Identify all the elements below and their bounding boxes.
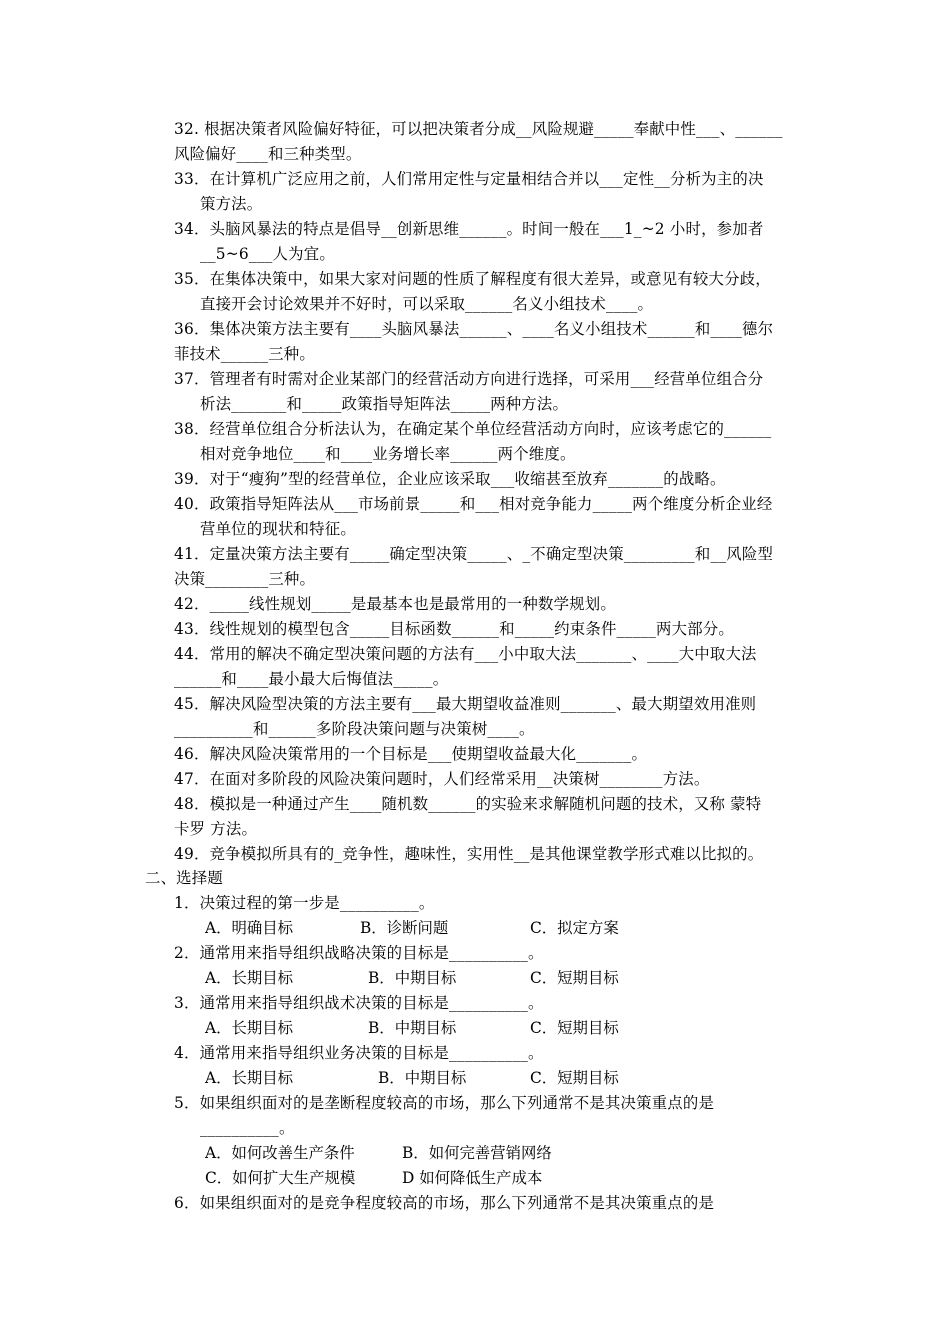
q47-line: 47．在面对多阶段的风险决策问题时，人们经常采用__决策树________方法。 [174,770,710,788]
q48-line1: 48．模拟是一种通过产生____随机数______的实验来求解随机问题的技术，又称 蒙特 [174,795,762,813]
q32-line2: 风险偏好____和三种类型。 [174,145,362,163]
choice-q1-option-a: A．明确目标 [205,919,294,937]
q34-line2: __5~6___人为宜。 [200,245,335,263]
q40-line2: 营单位的现状和特征。 [200,520,356,538]
choice-q4-option-b: B．中期目标 [378,1069,467,1087]
q37-line1: 37．管理者有时需对企业某部门的经营活动方向进行选择，可采用___经营单位组合分 [174,370,764,388]
q34-line1: 34．头脑风暴法的特点是倡导__创新思维______。时间一般在___1_~2 小时，参加者 [174,220,764,238]
choice-q4-option-c: C．短期目标 [530,1069,619,1087]
q41-line2: 决策________三种。 [174,570,316,588]
q49-line: 49．竞争模拟所具有的_竞争性，趣味性，实用性__是其他课堂教学形式难以比拟的。 [174,845,764,863]
choice-q1: 1．决策过程的第一步是__________。 [174,894,435,912]
q45-line2: __________和______多阶段决策问题与决策树____。 [174,720,535,738]
choice-q5-option-d: D 如何降低生产成本 [402,1169,543,1187]
q46-line: 46．解决风险决策常用的一个目标是___使期望收益最大化_______。 [174,745,648,763]
q44-line1: 44．常用的解决不确定型决策问题的方法有___小中取大法_______、____大中取大法 [174,645,757,663]
q48-line2: 卡罗 方法。 [174,820,258,838]
choice-q5-option-a: A．如何改善生产条件 [205,1144,355,1162]
q41-line1: 41．定量决策方法主要有_____确定型决策_____、_不确定型决策_________和__风险型 [174,545,774,563]
q40-line1: 40．政策指导矩阵法从___市场前景_____和___相对竞争能力_____两个维度分析企业经 [174,495,773,513]
q32-line1: 32. 根据决策者风险偏好特征，可以把决策者分成__风险规避_____奉献中性___、______ [174,120,783,138]
q35-line2: 直接开会讨论效果并不好时，可以采取______名义小组技术____。 [200,295,654,313]
choice-q2-option-b: B．中期目标 [368,969,457,987]
choice-q2-option-a: A．长期目标 [205,969,294,987]
choice-q5: 5．如果组织面对的是垄断程度较高的市场，那么下列通常不是其决策重点的是 [174,1094,715,1112]
choice-q5-option-b: B．如何完善营销网络 [402,1144,552,1162]
choice-q1-option-b: B．诊断问题 [360,919,449,937]
choice-q4: 4．通常用来指导组织业务决策的目标是__________。 [174,1044,544,1062]
choice-q3-option-a: A．长期目标 [205,1019,294,1037]
q38-line2: 相对竞争地位____和____业务增长率______两个维度。 [200,445,576,463]
q38-line1: 38．经营单位组合分析法认为，在确定某个单位经营活动方向时，应该考虑它的______ [174,420,772,438]
q45-line1: 45．解决风险型决策的方法主要有___最大期望收益准则_______、最大期望效用准则 [174,695,757,713]
choice-q6: 6．如果组织面对的是竞争程度较高的市场，那么下列通常不是其决策重点的是 [174,1194,715,1212]
section-title: 二、选择题 [145,869,223,887]
q39-line: 39．对于“瘦狗”型的经营单位，企业应该采取___收缩甚至放弃_______的战略。 [174,470,726,488]
choice-q2: 2．通常用来指导组织战略决策的目标是__________。 [174,944,544,962]
q42-line: 42．_____线性规划_____是最基本也是最常用的一种数学规划。 [174,595,616,613]
choice-q5-option-c: C．如何扩大生产规模 [205,1169,356,1187]
q33-line1: 33．在计算机广泛应用之前，人们常用定性与定量相结合并以___定性__分析为主的决 [174,170,764,188]
choice-q5-blank: __________。 [200,1119,295,1137]
q44-line2: ______和____最小最大后悔值法_____。 [174,670,449,688]
q36-line1: 36．集体决策方法主要有____头脑风暴法______、____名义小组技术______和____德尔 [174,320,774,338]
choice-q3-option-c: C．短期目标 [530,1019,619,1037]
choice-q4-option-a: A．长期目标 [205,1069,294,1087]
q33-line2: 策方法。 [200,195,263,213]
q36-line2: 菲技术______三种。 [174,345,315,363]
choice-q1-option-c: C．拟定方案 [530,919,619,937]
q35-line1: 35．在集体决策中，如果大家对问题的性质了解程度有很大差异，或意见有较大分歧， [174,270,771,288]
choice-q3: 3．通常用来指导组织战术决策的目标是__________。 [174,994,544,1012]
choice-q2-option-c: C．短期目标 [530,969,619,987]
choice-q3-option-b: B．中期目标 [368,1019,457,1037]
q37-line2: 析法_______和_____政策指导矩阵法_____两种方法。 [200,395,569,413]
q43-line: 43．线性规划的模型包含_____目标函数______和_____约束条件_____两大部分。 [174,620,734,638]
